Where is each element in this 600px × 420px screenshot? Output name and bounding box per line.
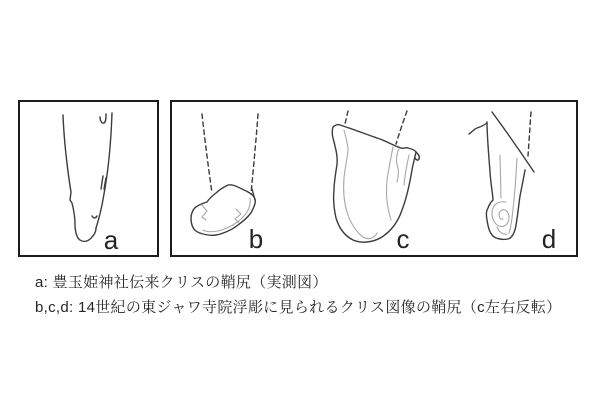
d-body-outline-path [486,122,525,239]
sheath-tip-drawing-a [20,102,157,255]
d-foot-inner-path [497,227,507,234]
sheath-tip-drawings-bcd [172,102,576,255]
figure-captions [35,270,575,320]
a-left-contour-path [63,115,96,241]
caption-line-bcd: b,c,d: 14世紀の東ジャワ寺院浮彫に見られるクリス図像の鞘尻（c左右反転） [35,299,562,316]
c-inner-left-contour [344,130,377,239]
d-inner-vertical-line2 [509,158,517,233]
drawing-label-b: b [248,224,264,254]
drawing-label-a: a [103,225,119,255]
c-inner-right-line3 [404,155,409,185]
caption-line-a: a: 豊玉姫神社伝来クリスの鞘尻（実測図） [35,274,328,291]
c-long-dashed-line [396,111,407,144]
b-zigzag-paths [202,205,241,223]
d-branch-squiggle-path [469,123,487,134]
drawing-label-d: d [541,224,557,254]
d-dashed-line [528,112,531,156]
b-left-dashed-line [202,114,212,193]
b-blob-outline-path [191,185,255,236]
a-squiggle-path [92,216,97,218]
b-right-dashed-line [251,114,258,194]
d-top-diagonal-path [492,112,534,172]
d-spiral-curl-path [492,202,509,227]
c-inner-right-line2 [397,149,399,182]
d-inner-vertical-line1 [500,155,501,198]
a-u-mark-path [100,114,106,123]
drawing-label-c: c [396,224,410,254]
panel-relief-drawings-bcd [170,100,578,257]
a-right-contour-path [96,113,112,228]
b-inner-contour-path [203,198,250,232]
c-inner-right-line1 [386,147,393,220]
panel-measured-drawing-a [18,100,159,257]
c-short-dashed-line [345,111,348,124]
